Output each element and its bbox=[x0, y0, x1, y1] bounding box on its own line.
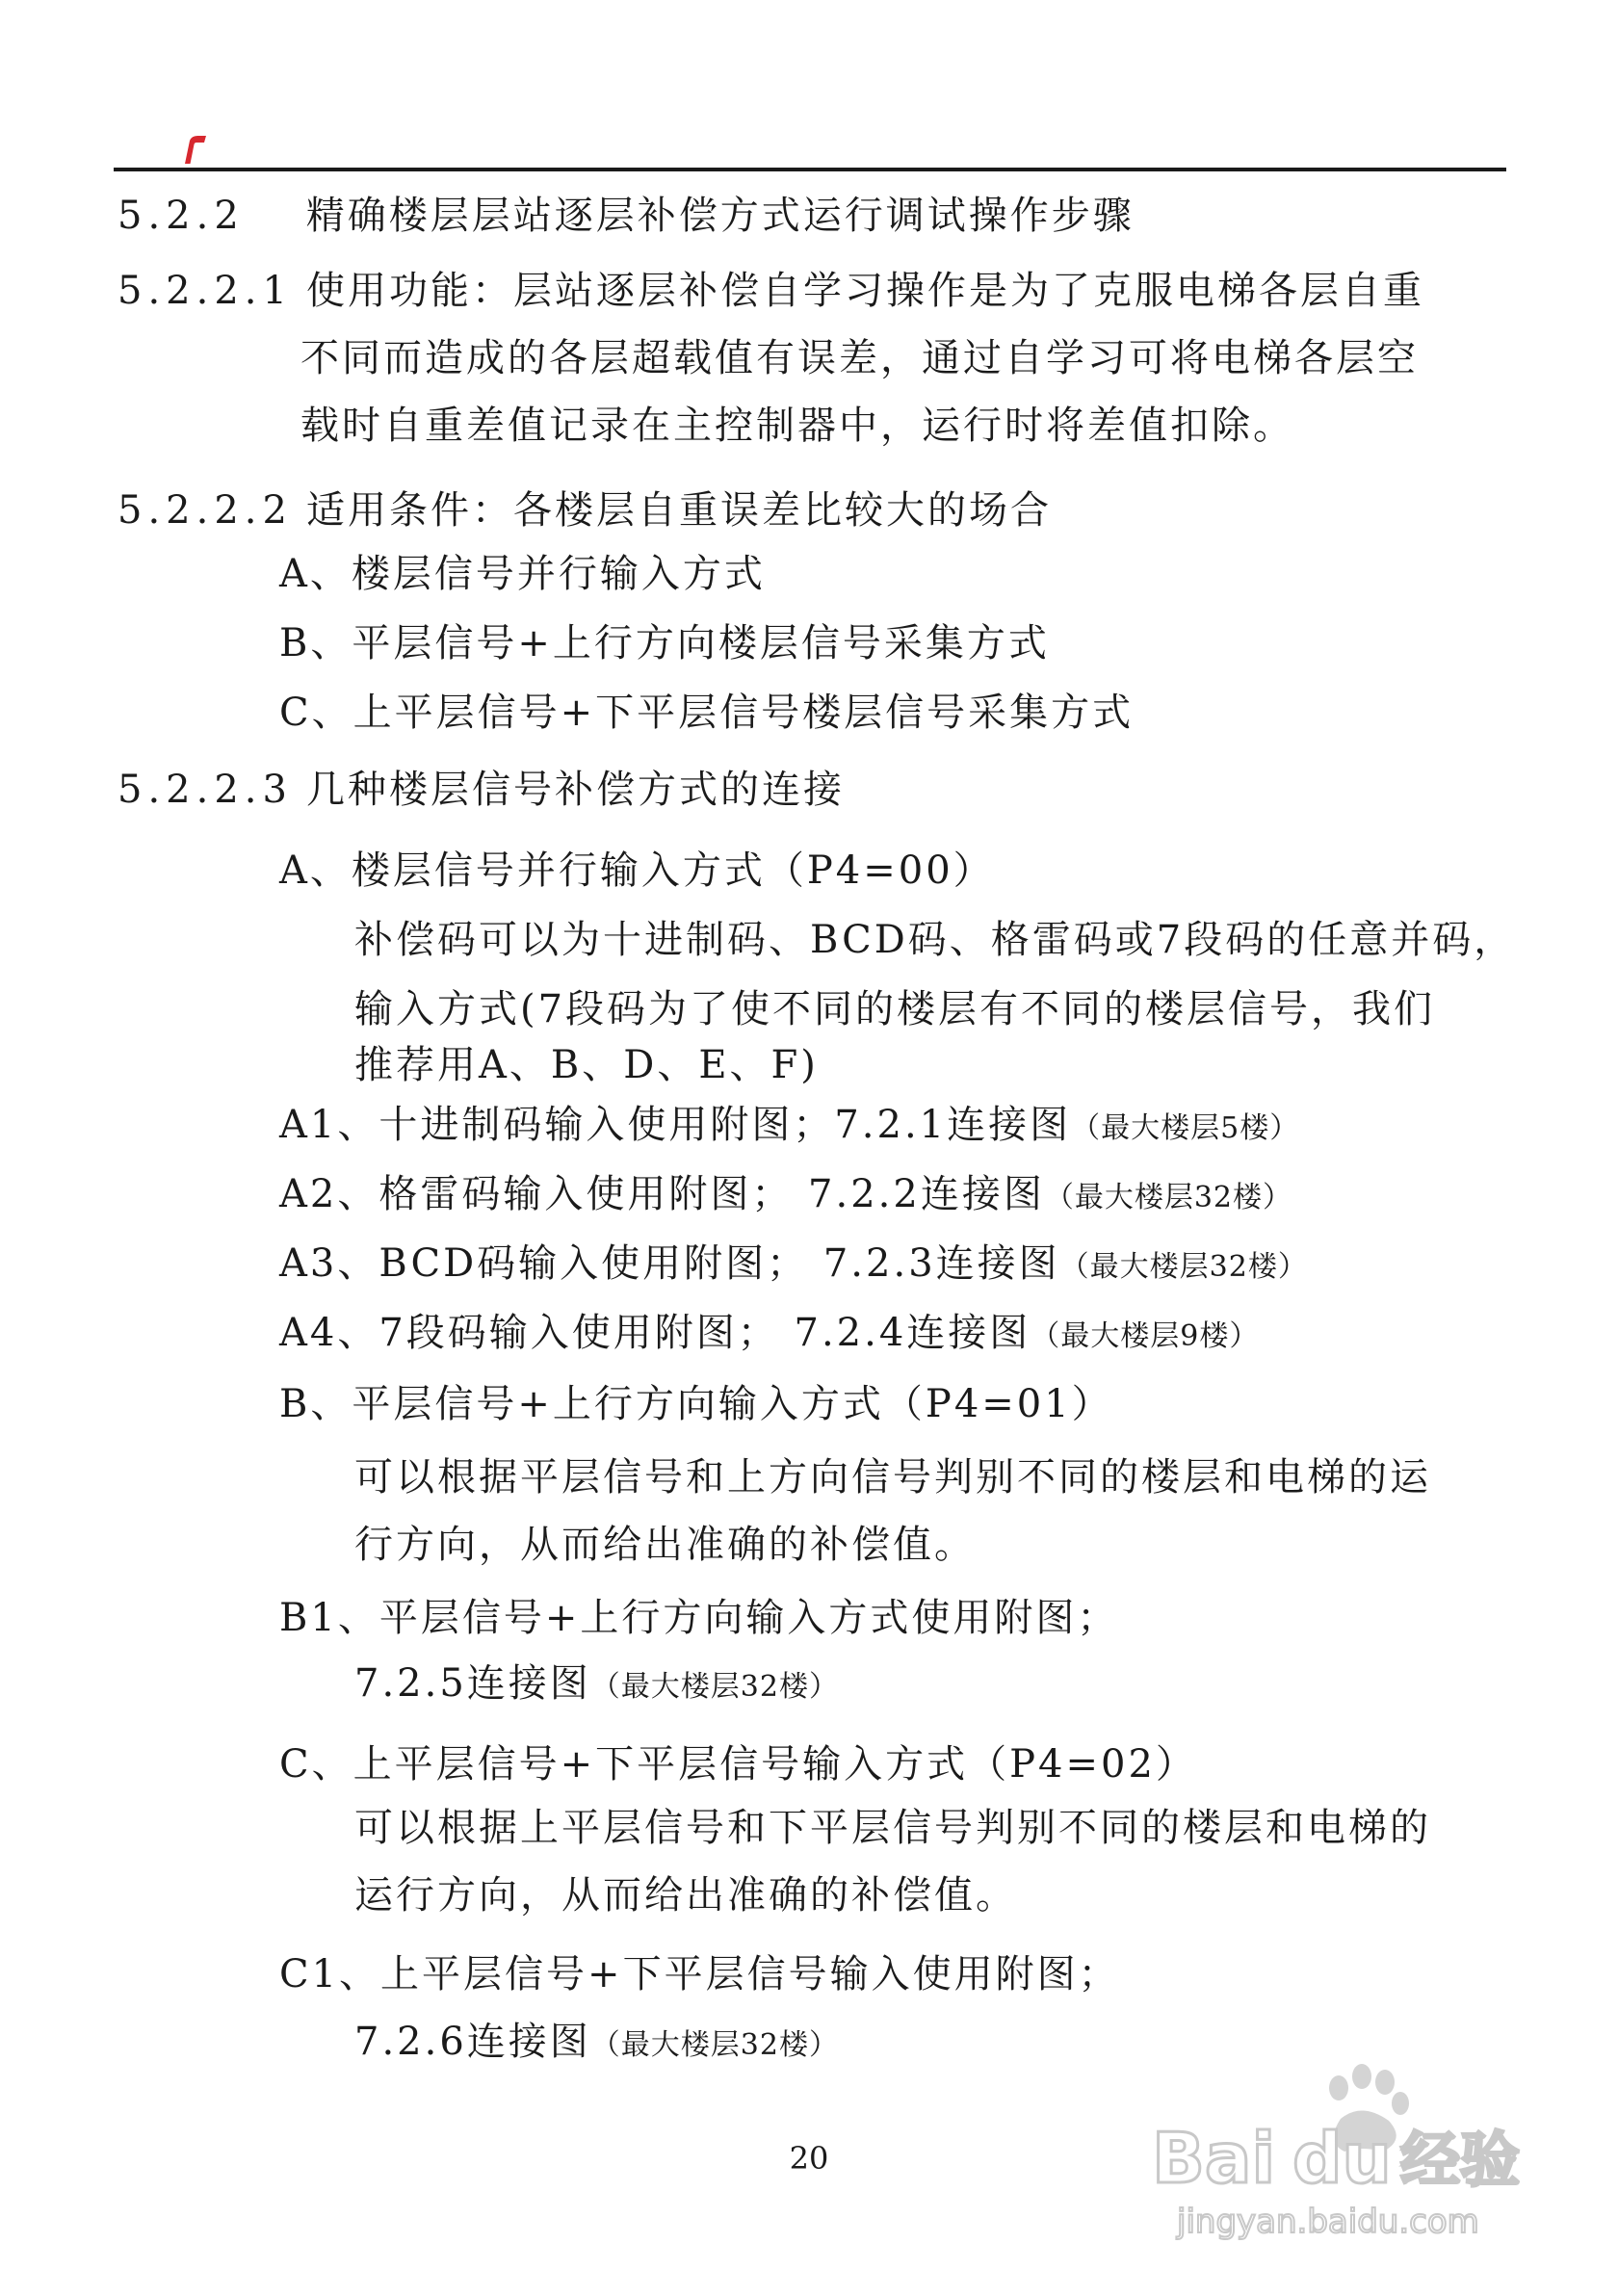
list-item-text: 7.2.6连接图 bbox=[354, 2020, 591, 2064]
list-item bbox=[279, 1100, 1299, 1154]
list-item bbox=[279, 1169, 1292, 1223]
list-item: B、平层信号+上行方向输入方式（P4=01） bbox=[279, 1382, 1113, 1426]
subsection-3-heading bbox=[117, 765, 845, 815]
subsection-3-title: 几种楼层信号补偿方式的连接 bbox=[305, 768, 845, 812]
list-item: C、上平层信号+下平层信号楼层信号采集方式 bbox=[279, 691, 1135, 735]
svg-text:经验: 经验 bbox=[1400, 2125, 1521, 2195]
list-item: B1、平层信号+上行方向输入方式使用附图； bbox=[279, 1596, 1119, 1640]
list-item-text: A4、7段码输入使用附图； 7.2.4连接图 bbox=[279, 1311, 1031, 1355]
subsection-2-title: 适用条件：各楼层自重误差比较大的场合 bbox=[305, 488, 1052, 533]
subsection-2-heading bbox=[117, 485, 1052, 535]
list-item-note: （最大楼层9楼） bbox=[1031, 1319, 1260, 1353]
page-number: 20 bbox=[789, 2140, 829, 2177]
subsection-2-number: 5.2.2.2 bbox=[117, 488, 293, 533]
list-item: C、上平层信号+下平层信号输入方式（P4=02） bbox=[279, 1742, 1197, 1787]
subsection-1-line: 载时自重差值记录在主控制器中，运行时将差值扣除。 bbox=[300, 404, 1294, 448]
subsection-1-line: 不同而造成的各层超载值有误差，通过自学习可将电梯各层空 bbox=[300, 336, 1419, 380]
list-item-note: （最大楼层32楼） bbox=[1044, 1181, 1293, 1214]
header-rule bbox=[114, 168, 1506, 171]
list-item-text: A2、格雷码输入使用附图； 7.2.2连接图 bbox=[279, 1172, 1045, 1216]
list-item bbox=[279, 1239, 1308, 1292]
svg-text:Bai: Bai bbox=[1152, 2118, 1276, 2199]
list-item: A、楼层信号并行输入方式（P4=00） bbox=[279, 848, 995, 893]
list-item: C1、上平层信号+下平层信号输入使用附图； bbox=[279, 1952, 1120, 1996]
paragraph-line: 推荐用A、B、D、E、F) bbox=[354, 1043, 819, 1087]
list-item: A、楼层信号并行输入方式 bbox=[279, 552, 766, 596]
paragraph-line: 可以根据平层信号和上方向信号判别不同的楼层和电梯的运 bbox=[354, 1455, 1431, 1500]
svg-text:du: du bbox=[1292, 2118, 1392, 2199]
paragraph-line: 补偿码可以为十进制码、BCD码、格雷码或7段码的任意并码， bbox=[354, 918, 1516, 962]
subsection-1-heading bbox=[117, 266, 1424, 316]
subsection-1-line: 使用功能：层站逐层补偿自学习操作是为了克服电梯各层自重 bbox=[305, 269, 1424, 313]
list-item-note: （最大楼层5楼） bbox=[1071, 1111, 1300, 1145]
paragraph-line: 输入方式(7段码为了使不同的楼层有不同的楼层信号，我们 bbox=[354, 987, 1436, 1031]
list-item bbox=[354, 2017, 839, 2071]
list-item-note: （最大楼层32楼） bbox=[590, 2028, 839, 2062]
list-item-text: 7.2.5连接图 bbox=[354, 1661, 591, 1706]
section-number: 5.2.2 bbox=[117, 194, 245, 238]
list-item: B、平层信号+上行方向楼层信号采集方式 bbox=[279, 621, 1050, 665]
list-item-text: A1、十进制码输入使用附图；7.2.1连接图 bbox=[279, 1103, 1072, 1147]
section-heading bbox=[117, 191, 1135, 241]
list-item-note: （最大楼层32楼） bbox=[1059, 1250, 1308, 1284]
list-item-note: （最大楼层32楼） bbox=[590, 1670, 839, 1704]
paragraph-line: 行方向，从而给出准确的补偿值。 bbox=[354, 1523, 976, 1567]
subsection-1-number: 5.2.2.1 bbox=[117, 269, 293, 313]
svg-text:jingyan.baidu.com: jingyan.baidu.com bbox=[1177, 2203, 1479, 2241]
section-title: 精确楼层层站逐层补偿方式运行调试操作步骤 bbox=[305, 194, 1135, 238]
subsection-3-number: 5.2.2.3 bbox=[117, 768, 293, 812]
list-item bbox=[354, 1658, 839, 1712]
list-item bbox=[279, 1308, 1259, 1362]
paragraph-line: 可以根据上平层信号和下平层信号判别不同的楼层和电梯的 bbox=[354, 1806, 1431, 1850]
baidu-watermark-logo bbox=[1148, 2051, 1533, 2244]
logo-mark-icon bbox=[181, 135, 206, 164]
paragraph-line: 运行方向，从而给出准确的补偿值。 bbox=[354, 1873, 1017, 1918]
list-item-text: A3、BCD码输入使用附图； 7.2.3连接图 bbox=[279, 1241, 1060, 1286]
